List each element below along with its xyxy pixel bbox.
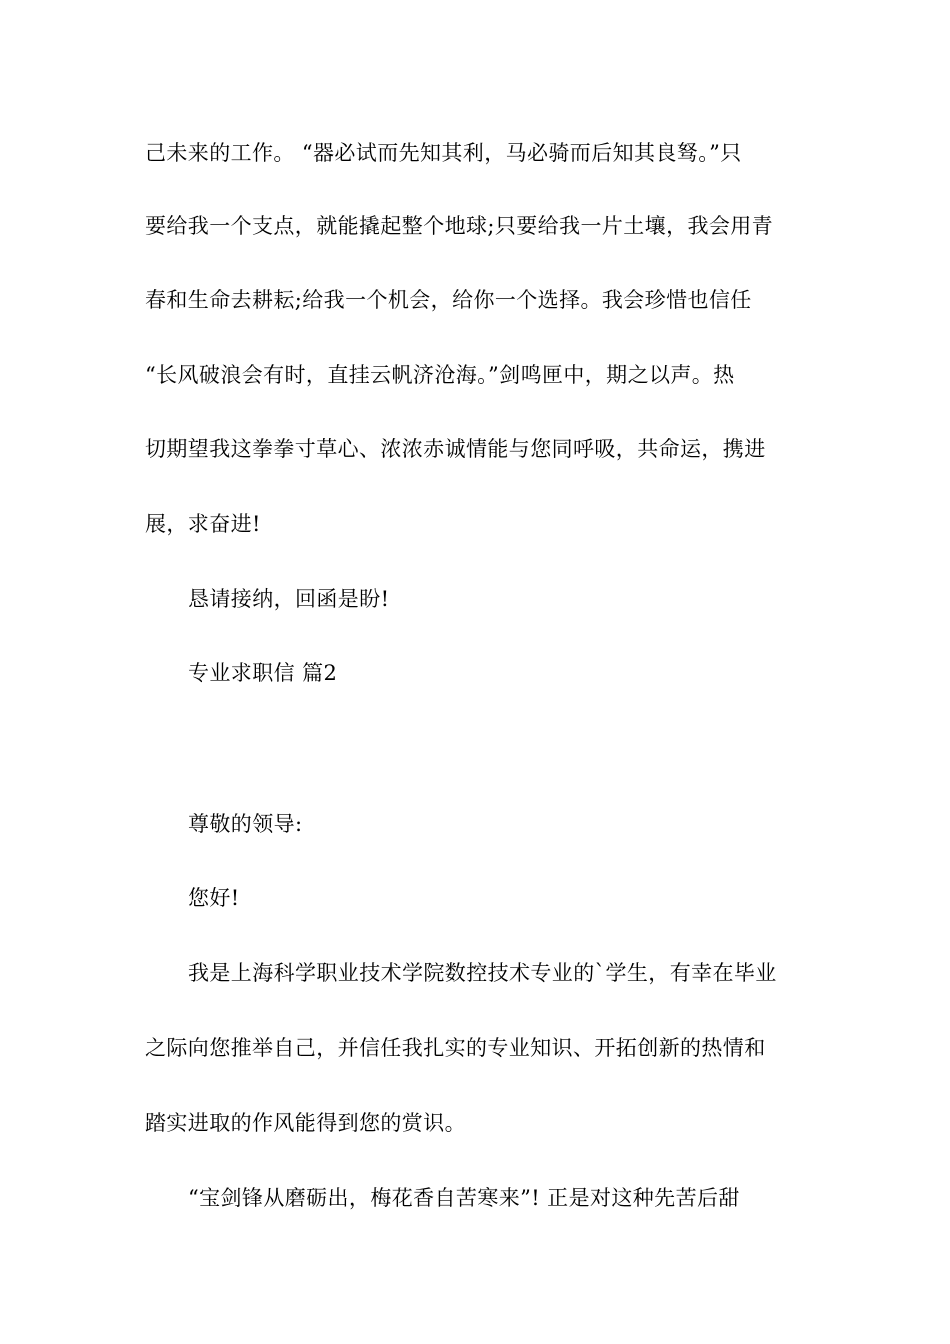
greeting: 您好! [188, 886, 240, 910]
paragraph-line: 我是上海科学职业技术学院数控技术专业的`学生，有幸在毕业 [188, 961, 777, 985]
paragraph-line: 展，求奋进! [145, 512, 261, 536]
closing-request: 恳请接纳，回函是盼! [188, 587, 390, 611]
paragraph-line: 踏实进取的作风能得到您的赏识。 [145, 1111, 466, 1135]
salutation: 尊敬的领导: [188, 812, 303, 836]
paragraph-line: “宝剑锋从磨砺出，梅花香自苦寒来”! 正是对这种先苦后甜 [188, 1186, 740, 1210]
paragraph-line: 要给我一个支点，就能撬起整个地球;只要给我一片土壤，我会用青 [145, 214, 774, 238]
paragraph-line: 之际向您推举自己，并信任我扎实的专业知识、开拓创新的热情和 [145, 1036, 766, 1060]
paragraph-line: 切期望我这拳拳寸草心、浓浓赤诚情能与您同呼吸，共命运，携进 [145, 437, 766, 461]
section-heading: 专业求职信 篇2 [188, 661, 338, 685]
paragraph-line: 春和生命去耕耘;给我一个机会，给你一个选择。我会珍惜也信任 [145, 288, 752, 312]
paragraph-line: 己未来的工作。 “器必试而先知其利，马必骑而后知其良驽。”只 [145, 141, 742, 165]
paragraph-line: “长风破浪会有时，直挂云帆济沧海。”剑鸣匣中，期之以声。热 [145, 363, 735, 387]
